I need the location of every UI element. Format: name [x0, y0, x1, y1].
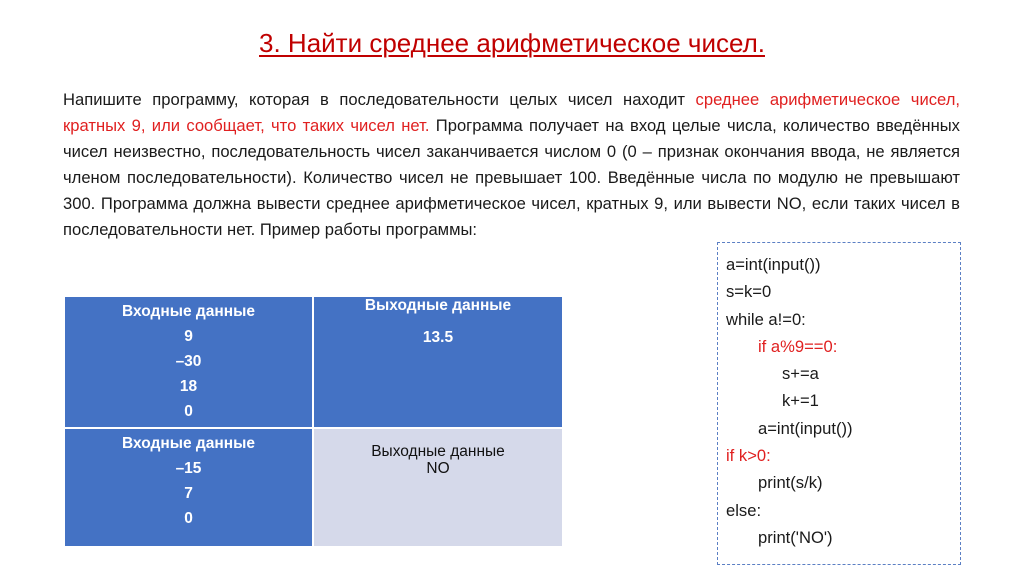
- code-line: if k>0:: [726, 446, 771, 466]
- slide-title: [0, 28, 1024, 59]
- code-line: a=int(input()): [758, 418, 853, 438]
- example-2-input-cell: [64, 428, 313, 547]
- code-line: print(s/k): [758, 473, 823, 493]
- example-1-input-label: Входные данные: [122, 303, 255, 320]
- example-2-input-value: 7: [184, 485, 193, 502]
- example-1-input-value: 9: [184, 328, 193, 345]
- example-2-output-value: NO: [426, 460, 450, 477]
- code-listing: [717, 242, 961, 565]
- example-row: [64, 296, 563, 428]
- code-line: s=k=0: [726, 282, 772, 302]
- task-intro: Напишите программу, которая в последовательности целых чисел находит: [63, 90, 696, 109]
- example-2-output-label: Выходные данные: [371, 443, 505, 460]
- example-1-output-value: 13.5: [422, 329, 454, 346]
- example-2-output-cell: [313, 428, 563, 547]
- task-highlight: среднее арифметическое чисел, кратных 9, или сообщает, что таких чисел нет.: [63, 90, 960, 136]
- example-row: [64, 428, 563, 547]
- example-1-input-cell: [64, 296, 313, 428]
- code-line: print('NO'): [758, 527, 833, 547]
- example-2-input-value: 0: [184, 510, 193, 527]
- code-line: while a!=0:: [726, 309, 806, 329]
- example-1-output-label: Выходные данные: [364, 297, 512, 314]
- code-line: if a%9==0:: [758, 336, 838, 356]
- code-line: a=int(input()): [726, 255, 821, 274]
- example-2-input-label: Входные данные: [122, 435, 255, 452]
- code-line: k+=1: [782, 391, 819, 411]
- task-rest: Программа получает на вход целые числа, количество введённых чисел неизвестно, последовательность чисел заканчивается числом 0 (0 – признак окончания ввода, не является членом последовательности). Количество чисел не превышает 100. Введённые числа по модулю не превышают 300. Программа должна вывести среднее арифметическое чисел, кратных 9, или вывести NO, если таких чисел в последовательности нет. Пример работы программы:: [63, 116, 960, 240]
- slide-title-text: 3. Найти среднее арифметическое чисел.: [259, 28, 765, 58]
- example-1-input-value: –30: [175, 353, 202, 370]
- example-1-input-value: 18: [179, 378, 198, 395]
- example-2-input-value: –15: [175, 460, 202, 477]
- task-description: [63, 87, 960, 244]
- code-line: else:: [726, 500, 762, 520]
- examples-table: [63, 295, 564, 548]
- example-1-input-value: 0: [184, 403, 193, 420]
- code-line: s+=a: [782, 364, 819, 384]
- example-1-output-cell: [313, 296, 563, 428]
